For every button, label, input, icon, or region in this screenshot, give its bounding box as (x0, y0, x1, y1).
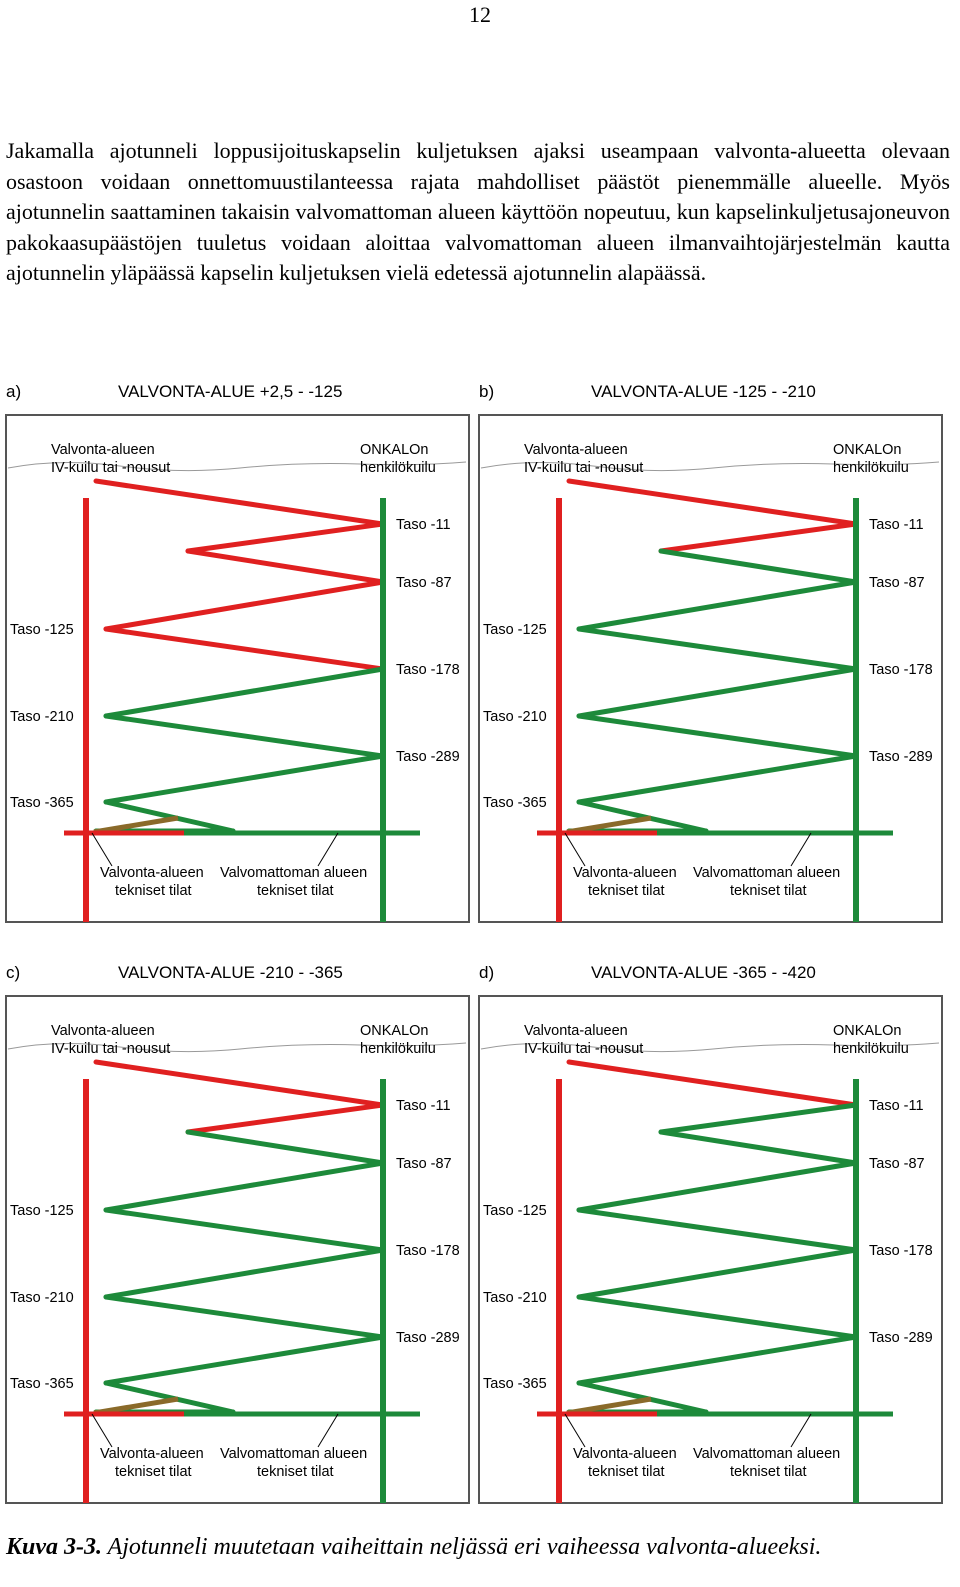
right-shaft-label: henkilökuilu (360, 460, 436, 476)
left-shaft-label: Valvonta-alueen (524, 442, 628, 458)
right-shaft-label: henkilökuilu (833, 1041, 909, 1057)
level-label: Taso -210 (483, 1290, 547, 1306)
panel-letter: c) (6, 963, 21, 982)
right-shaft-label: henkilökuilu (360, 1041, 436, 1057)
left-shaft-label: IV-kuilu tai -nousut (51, 1041, 171, 1057)
tech-space-label: tekniset tilat (115, 1464, 192, 1480)
level-label: Taso -365 (483, 1376, 547, 1392)
level-label: Taso -289 (396, 1330, 460, 1346)
level-label: Taso -11 (869, 517, 924, 533)
level-label: Taso -87 (396, 1156, 452, 1172)
level-label: Taso -11 (869, 1098, 924, 1114)
body-paragraph: Jakamalla ajotunneli loppusijoituskapselin kuljetuksen ajaksi useampaan valvonta-alueetta olevaan osastoon voidaan onnettomuustilanteessa rajata mahdolliset päästöt pienemmälle alueelle. Myös ajotunnelin saattaminen takaisin valvomattoman alueen käyttöön nopeutuu, kun kapselinkuljetusajoneuvon pakokaasupäästöjen tuuletus voidaan aloittaa valvomattoman alueen ilmanvaihtojärjestelmän kautta ajotunnelin yläpäässä kapselin kuljetuksen vielä edetessä ajotunnelin alapäässä. (6, 138, 950, 285)
right-shaft-label: henkilökuilu (833, 460, 909, 476)
tunnel-phase-figure (0, 370, 960, 1520)
level-label: Taso -125 (10, 622, 74, 638)
level-label: Taso -210 (483, 709, 547, 725)
level-label: Taso -178 (869, 662, 933, 678)
level-label: Taso -11 (396, 1098, 451, 1114)
panel-title: VALVONTA-ALUE -210 - -365 (118, 963, 343, 982)
panel-title: VALVONTA-ALUE -365 - -420 (591, 963, 816, 982)
left-shaft-label: IV-kuilu tai -nousut (51, 460, 171, 476)
tech-space-label: Valvomattoman alueen (693, 865, 841, 881)
panel-letter: b) (479, 382, 495, 401)
level-label: Taso -365 (483, 795, 547, 811)
panel-letter: d) (479, 963, 495, 982)
tech-space-label: Valvonta-alueen (100, 1446, 204, 1462)
panel-d (479, 963, 942, 1503)
level-label: Taso -365 (10, 795, 74, 811)
tech-space-label: tekniset tilat (730, 1464, 807, 1480)
right-shaft-label: ONKALOn (833, 1023, 902, 1039)
tech-space-label: tekniset tilat (588, 883, 665, 899)
level-label: Taso -210 (10, 709, 74, 725)
level-label: Taso -125 (483, 1203, 547, 1219)
tech-space-label: Valvonta-alueen (573, 865, 677, 881)
left-shaft-label: IV-kuilu tai -nousut (524, 460, 644, 476)
level-label: Taso -178 (396, 1243, 460, 1259)
level-label: Taso -365 (10, 1376, 74, 1392)
figure-caption (6, 1534, 956, 1561)
level-label: Taso -87 (869, 575, 925, 591)
level-label: Taso -289 (869, 1330, 933, 1346)
right-shaft-label: ONKALOn (360, 1023, 429, 1039)
tech-space-label: Valvonta-alueen (573, 1446, 677, 1462)
panel-title: VALVONTA-ALUE +2,5 - -125 (118, 382, 343, 401)
level-label: Taso -289 (396, 749, 460, 765)
level-label: Taso -87 (396, 575, 452, 591)
level-label: Taso -289 (869, 749, 933, 765)
tech-space-label: Valvomattoman alueen (693, 1446, 841, 1462)
tech-space-label: tekniset tilat (257, 1464, 334, 1480)
level-label: Taso -87 (869, 1156, 925, 1172)
right-shaft-label: ONKALOn (360, 442, 429, 458)
tech-space-label: tekniset tilat (588, 1464, 665, 1480)
level-label: Taso -11 (396, 517, 451, 533)
right-shaft-label: ONKALOn (833, 442, 902, 458)
left-shaft-label: Valvonta-alueen (51, 442, 155, 458)
level-label: Taso -125 (483, 622, 547, 638)
tech-space-label: tekniset tilat (115, 883, 192, 899)
panel-title: VALVONTA-ALUE -125 - -210 (591, 382, 816, 401)
level-label: Taso -178 (396, 662, 460, 678)
level-label: Taso -210 (10, 1290, 74, 1306)
level-label: Taso -178 (869, 1243, 933, 1259)
tech-space-label: Valvomattoman alueen (220, 865, 368, 881)
left-shaft-label: Valvonta-alueen (51, 1023, 155, 1039)
tech-space-label: tekniset tilat (257, 883, 334, 899)
panel-b (479, 382, 942, 922)
tech-space-label: tekniset tilat (730, 883, 807, 899)
panel-c (6, 963, 469, 1503)
tech-space-label: Valvomattoman alueen (220, 1446, 368, 1462)
caption-label: Kuva 3-3. (6, 1534, 102, 1560)
level-label: Taso -125 (10, 1203, 74, 1219)
left-shaft-label: IV-kuilu tai -nousut (524, 1041, 644, 1057)
caption-text: Ajotunneli muutetaan vaiheittain neljässä eri vaiheessa valvonta-alueeksi. (102, 1534, 822, 1560)
page-number: 12 (469, 2, 491, 27)
panel-a (6, 382, 469, 922)
tech-space-label: Valvonta-alueen (100, 865, 204, 881)
panel-letter: a) (6, 382, 22, 401)
left-shaft-label: Valvonta-alueen (524, 1023, 628, 1039)
